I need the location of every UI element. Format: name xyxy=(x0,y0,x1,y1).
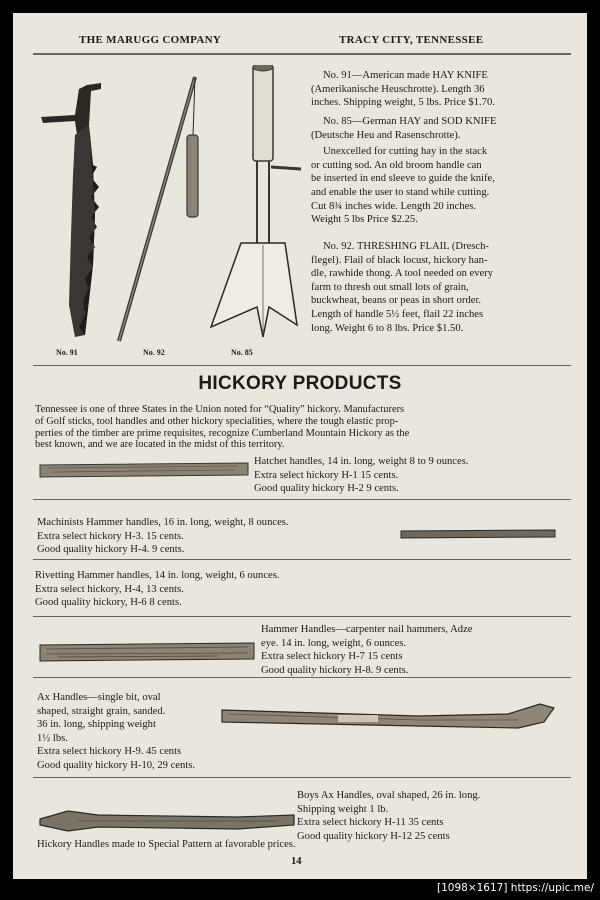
image-info-text: [1098×1617] https://upic.me/ xyxy=(437,882,594,894)
text-line: Good quality hickory H-4. 9 cents. xyxy=(37,544,185,556)
hatchet-handle-image xyxy=(38,460,250,480)
caption-no-85: No. 85 xyxy=(231,348,253,357)
text-line: Ax Handles—single bit, oval xyxy=(37,692,161,703)
hatchet-handles-text xyxy=(254,455,468,496)
text-line: farm to thresh out small lots of grain, xyxy=(311,281,469,293)
divider xyxy=(33,616,571,617)
ax-handles-text xyxy=(37,691,195,773)
text-line: No. 92. THRESHING FLAIL (Dresch- xyxy=(323,241,489,252)
text-line: Extra select hickory H-11 35 cents xyxy=(297,817,444,829)
text-line: Good quality hickory H-2 9 cents. xyxy=(254,483,399,495)
text-line: Extra select hickory, H-4, 13 cents. xyxy=(35,583,184,595)
threshing-flail-illustration xyxy=(119,77,198,341)
text-line: No. 85—German HAY and SOD KNIFE xyxy=(323,116,497,127)
text-line: inches. Shipping weight, 5 lbs. Price $1.70. xyxy=(311,97,495,109)
text-line: long. Weight 6 to 8 lbs. Price $1.50. xyxy=(311,322,464,334)
text-line: Unexcelled for cutting hay in the stack xyxy=(323,146,488,158)
boys-ax-handle-image xyxy=(38,805,298,835)
text-line: Tennessee is one of three States in the Union noted for “Quality” hickory. Manufacturers xyxy=(35,404,405,415)
threshing-flail-text xyxy=(311,240,493,335)
text-line: Cut 8¾ inches wide. Length 20 inches. xyxy=(311,200,477,212)
text-line: best known, and we are located in the midst of this territory. xyxy=(35,439,285,451)
text-line: Good quality hickory H-10, 29 cents. xyxy=(37,759,195,771)
text-line: Machinists Hammer handles, 16 in. long, weight, 8 ounces. xyxy=(37,517,289,528)
text-line: (Amerikanische Heuschrotte). Length 36 xyxy=(311,83,485,95)
divider xyxy=(33,777,571,778)
tools-illustration xyxy=(35,65,305,355)
text-line: Hammer Handles—carpenter nail hammers, Adze xyxy=(261,624,473,635)
header-rule xyxy=(33,53,571,55)
page-number: 14 xyxy=(291,856,302,867)
text-line: Shipping weight 1 lb. xyxy=(297,803,389,815)
divider xyxy=(33,677,571,678)
section-rule xyxy=(33,365,571,366)
caption-no-92: No. 92 xyxy=(143,348,165,357)
text-line: be inserted in end sleeve to guide the knife, xyxy=(311,173,495,185)
text-line: or cutting sod. An old broom handle can xyxy=(311,159,482,171)
text-line: 36 in. long, shipping weight xyxy=(37,719,156,731)
german-hay-knife-illustration xyxy=(211,65,301,337)
company-name: THE MARUGG COMPANY xyxy=(79,34,222,46)
hay-knife-american-text xyxy=(311,69,495,110)
catalog-page xyxy=(13,13,587,879)
hay-knife-german-text xyxy=(311,115,496,227)
text-line: Weight 5 lbs Price $2.25. xyxy=(311,214,418,226)
text-line: Length of handle 5½ feet, flail 22 inches xyxy=(311,308,484,320)
text-line: Extra select hickory H-1 15 cents. xyxy=(254,469,399,481)
text-line: eye. 14 in. long, weight, 6 ounces. xyxy=(261,637,407,649)
text-line: perties of the timber are prime requisites, recognize Cumberland Mountain Hickory as the xyxy=(35,427,410,439)
machinists-handles-text xyxy=(37,516,289,557)
text-line: Good quality hickory H-12 25 cents xyxy=(297,830,450,842)
text-line: Extra select hickory H-3. 15 cents. xyxy=(37,530,184,542)
text-line: No. 91—American made HAY KNIFE xyxy=(323,70,488,81)
company-location: TRACY CITY, TENNESSEE xyxy=(339,34,484,46)
text-line: Good quality hickory, H-6 8 cents. xyxy=(35,597,182,609)
ax-handle-image xyxy=(218,698,558,734)
text-line: Boys Ax Handles, oval shaped, 26 in. long. xyxy=(297,790,481,801)
text-line: dle, rawhide thong. A tool needed on every xyxy=(311,268,494,280)
machinists-handle-image xyxy=(399,527,559,541)
text-line: Good quality hickory H-8. 9 cents. xyxy=(261,664,409,676)
text-line: (Deutsche Heu and Rasenschrotte). xyxy=(311,129,461,141)
text-line: Rivetting Hammer handles, 14 in. long, weight, 6 ounces. xyxy=(35,570,280,581)
carpenter-hammer-handle-image xyxy=(38,641,258,663)
divider xyxy=(33,499,571,500)
text-line: Extra select hickory H-7 15 cents xyxy=(261,651,403,663)
text-line: and enable the user to stand while cutting. xyxy=(311,186,490,198)
text-line: shaped, straight grain, sanded. xyxy=(37,705,166,717)
divider xyxy=(33,559,571,560)
text-line: 1½ lbs. xyxy=(37,732,68,744)
text-line: buckwheat, beans or peas in short order. xyxy=(311,295,482,307)
hickory-intro xyxy=(35,404,409,451)
text-line: Hatchet handles, 14 in. long, weight 8 to 9 ounces. xyxy=(254,456,469,467)
boys-ax-handles-text xyxy=(297,789,480,843)
caption-no-91: No. 91 xyxy=(56,348,78,357)
section-title: HICKORY PRODUCTS xyxy=(198,373,402,394)
carpenter-hammer-handles-text xyxy=(261,623,473,677)
image-info-bar xyxy=(0,880,600,900)
text-line: flegel). Flail of black locust, hickory han- xyxy=(311,254,488,266)
text-line: of Golf sticks, tool handles and other hickory specialities, where the tough elastic prop- xyxy=(35,415,399,427)
special-pattern-note: Hickory Handles made to Special Pattern at favorable prices. xyxy=(37,839,296,850)
text-line: Extra select hickory H-9. 45 cents xyxy=(37,746,182,758)
hay-knife-illustration xyxy=(41,83,101,337)
rivetting-handles-text xyxy=(35,569,280,610)
